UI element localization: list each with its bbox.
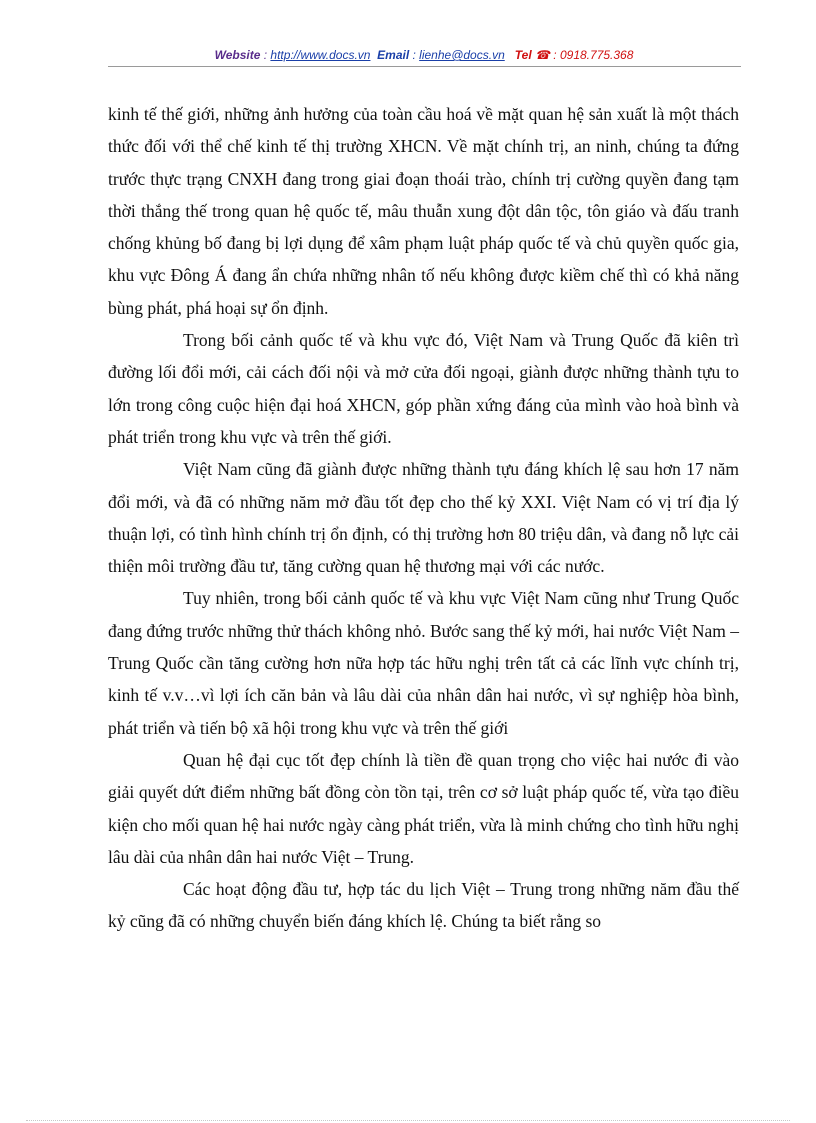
tel-label: Tel: [514, 48, 532, 62]
telephone-icon: ☎: [535, 48, 550, 62]
website-link[interactable]: http://www.docs.vn: [270, 48, 371, 62]
paragraph: Trong bối cảnh quốc tế và khu vực đó, Việt Nam và Trung Quốc đã kiên trì đường lối đổi mới, cải cách đối nội và mở cửa đối ngoại, giành được những thành tựu to lớn trong công cuộc hiện đại hoá XHCN, góp phần xứng đáng của mình vào hoà bình và phát triển trong khu vực và trên thế giới.: [108, 330, 739, 447]
tel-number: 0918.775.368: [559, 48, 634, 62]
email-separator: :: [409, 48, 420, 62]
paragraph: kinh tế thế giới, những ảnh hưởng của toàn cầu hoá về mặt quan hệ sản xuất là một thách thức đối với thể chế kinh tế thị trường XHCN. Về mặt chính trị, an ninh, chúng ta đứng trước thực trạng CNXH đang trong giai đoạn thoái trào, chính trị cường quyền đang tạm thời thắng thế trong quan hệ quốc tế, mâu thuẫn xung đột dân tộc, tôn giáo và đấu tranh chống khủng bố đang bị lợi dụng để xâm phạm luật pháp quốc tế và chủ quyền quốc gia, khu vực Đông Á đang ẩn chứa những nhân tố nếu không được kiềm chế thì có khả năng bùng phát, phá hoại sự ổn định.: [108, 104, 739, 318]
email-label: Email: [377, 48, 410, 62]
tel-separator: :: [549, 48, 560, 62]
paragraph: Việt Nam cũng đã giành được những thành tựu đáng khích lệ sau hơn 17 năm đổi mới, và đã có những năm mở đầu tốt đẹp cho thế kỷ XXI. Việt Nam có vị trí địa lý thuận lợi, có tình hình chính trị ổn định, có thị trường hơn 80 triệu dân, và đang nỗ lực cải thiện môi trường đầu tư, tăng cường quan hệ thương mại với các nước.: [108, 459, 739, 577]
page-header: [108, 46, 740, 64]
document-body: [108, 98, 739, 938]
header-divider: [108, 66, 741, 67]
paragraph: Tuy nhiên, trong bối cảnh quốc tế và khu vực Việt Nam cũng như Trung Quốc đang đứng trước những thử thách không nhỏ. Bước sang thế kỷ mới, hai nước Việt Nam – Trung Quốc cần tăng cường hơn nữa hợp tác hữu nghị trên tất cả các lĩnh vực chính trị, kinh tế v.v…vì lợi ích căn bản và lâu dài của nhân dân hai nước, vì sự nghiệp hòa bình, phát triển và tiến bộ xã hội trong khu vực và trên thế giới: [108, 588, 739, 738]
website-label: Website: [214, 48, 261, 62]
website-separator: :: [260, 48, 271, 62]
footer-divider: [26, 1120, 790, 1121]
paragraph: Các hoạt động đầu tư, hợp tác du lịch Việt – Trung trong những năm đầu thế kỷ cũng đã có những chuyển biến đáng khích lệ. Chúng ta biết rằng so: [108, 879, 739, 932]
paragraph: Quan hệ đại cục tốt đẹp chính là tiền đề quan trọng cho việc hai nước đi vào giải quyết dứt điểm những bất đồng còn tồn tại, trên cơ sở luật pháp quốc tế, vừa tạo điều kiện cho mối quan hệ hai nước ngày càng phát triển, vừa là minh chứng cho tình hữu nghị lâu dài của nhân dân hai nước Việt – Trung.: [108, 749, 739, 867]
email-link[interactable]: lienhe@docs.vn: [419, 48, 505, 62]
